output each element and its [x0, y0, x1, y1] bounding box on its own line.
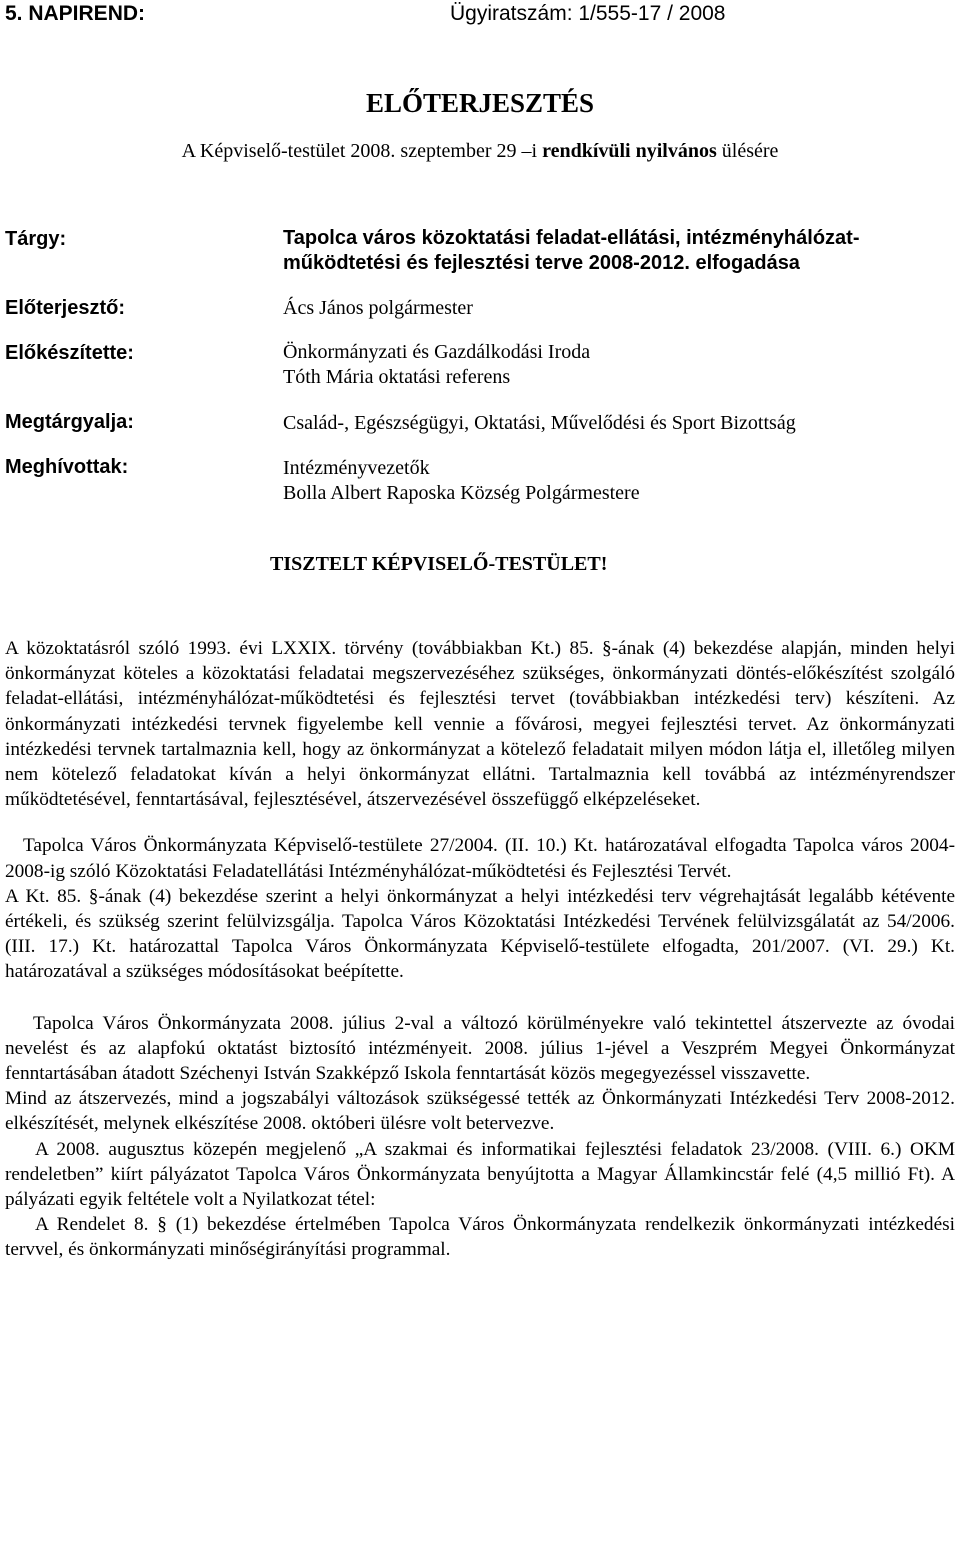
prepared-by-line-2: Tóth Mária oktatási referens	[283, 366, 511, 388]
invited-line-1: Intézményvezetők	[283, 457, 430, 479]
salutation: TISZTELT KÉPVISELŐ-TESTÜLET!	[270, 553, 608, 575]
paragraph-7: A Rendelet 8. § (1) bekezdése értelmében Tapolca Város Önkormányzata rendelkezik önkormányzati intézkedési tervvel, és önkormányzati minőségirányítási programmal.	[5, 1214, 955, 1261]
prepared-by-line-1: Önkormányzati és Gazdálkodási Iroda	[283, 341, 591, 363]
paragraph-5: Mind az átszervezés, mind a jogszabályi változások szükségessé tették az Önkormányzati Intézkedési Terv 2008-2012. elkészítését, melynek elkészítése 2008. októberi ülésre volt betervezve.	[5, 1088, 955, 1135]
paragraph-2: Tapolca Város Önkormányzata Képviselő-testülete 27/2004. (II. 10.) Kt. határozatával elfogadta Tapolca város 2004-2008-ig szóló Közoktatási Feladatellátási Intézményhálózat-működtetési és Fejlesztési Tervét.	[5, 835, 955, 882]
invited-value	[283, 456, 640, 506]
prepared-by-label: Előkészítette:	[5, 342, 134, 364]
presenter-label: Előterjesztő:	[5, 297, 126, 319]
subtitle-post: ülésére	[716, 140, 779, 162]
presenter-value: Ács János polgármester	[283, 297, 473, 319]
document-subtitle	[0, 140, 960, 163]
discussed-by-value: Család-, Egészségügyi, Oktatási, Művelődési és Sport Bizottság	[283, 412, 796, 434]
invited-line-2: Bolla Albert Raposka Község Polgármestere	[283, 482, 640, 504]
discussed-by-label: Megtárgyalja:	[5, 411, 134, 433]
document-body	[5, 636, 955, 1263]
subject-value	[283, 226, 859, 276]
subject-label: Tárgy:	[5, 228, 67, 250]
paragraph-6: A 2008. augusztus közepén megjelenő „A szakmai és informatikai fejlesztési feladatok 23/2008. (VIII. 6.) OKM rendeletben” kiírt pályázatot Tapolca Város Önkormányzata benyújtotta a Magyar Államkincstár felé (4,5 millió Ft). A pályázati egyik feltétele volt a Nyilatkozat tétel:	[5, 1138, 955, 1211]
document-title: ELŐTERJESZTÉS	[365, 88, 595, 118]
invited-label: Meghívottak:	[5, 456, 129, 478]
document-header	[5, 2, 955, 32]
file-number: Ügyiratszám: 1/555-17 / 2008	[450, 2, 726, 25]
subtitle-pre: A Képviselő-testület 2008. szeptember 29 –i	[181, 140, 543, 162]
paragraph-4: Tapolca Város Önkormányzata 2008. július 2-val a változó körülményekre való tekintettel átszervezte az óvodai nevelést és az alapfokú oktatást biztosító intézményeit. 2008. július 1-jével a Veszprém Megyei Önkormányzat fenntartásában átadott Széchenyi István Szakképző Iskola fenntartását közös megegyezéssel visszavette.	[5, 1012, 955, 1085]
subject-line-1: Tapolca város közoktatási feladat-ellátási, intézményhálózat-	[283, 227, 860, 249]
prepared-by-value	[283, 340, 590, 390]
paragraph-1: A közoktatásról szóló 1993. évi LXXIX. törvény (továbbiakban Kt.) 85. §-ának (4) bekezdése alapján, minden helyi önkormányzat köteles a közoktatási feladatai megszervezéséhez szükséges, önkormányzati döntés-előkészítést szolgáló feladat-ellátási, intézményhálózat-működtetési és fejlesztési tervet (továbbiakban intézkedési terv) készíteni. Az önkormányzati intézkedési tervnek figyelembe kell vennie a fővárosi, megyei fejlesztési tervet. Az önkormányzati intézkedési tervnek tartalmaznia kell, hogy az önkormányzat a kötelező feladatait milyen módon látja el, illetőleg milyen nem kötelező feladatokat kíván a helyi önkormányzat ellátni. Tartalmaznia kell továbbá az intézményrendszer működtetésével, fenntartásával, fejlesztésével, átszervezésével összefüggő elképzeléseket.	[5, 638, 955, 811]
subtitle-bold: rendkívüli nyilvános	[542, 140, 717, 162]
subject-line-2: működtetési és fejlesztési terve 2008-2012. elfogadása	[283, 252, 800, 274]
agenda-number: 5. NAPIREND:	[5, 2, 146, 25]
paragraph-3: A Kt. 85. §-ának (4) bekezdése szerint a helyi önkormányzat a helyi intézkedési terv végrehajtását legalább kétévente értékeli, és szükség szerint felülvizsgálja. Tapolca Város Közoktatási Intézkedési Tervének felülvizsgálatát az 54/2006. (III. 17.) Kt. határozattal Tapolca Város Önkormányzata Képviselő-testülete elfogadta, 201/2007. (VI. 29.) Kt. határozatával a szükséges módosításokat beépítette.	[5, 885, 955, 983]
